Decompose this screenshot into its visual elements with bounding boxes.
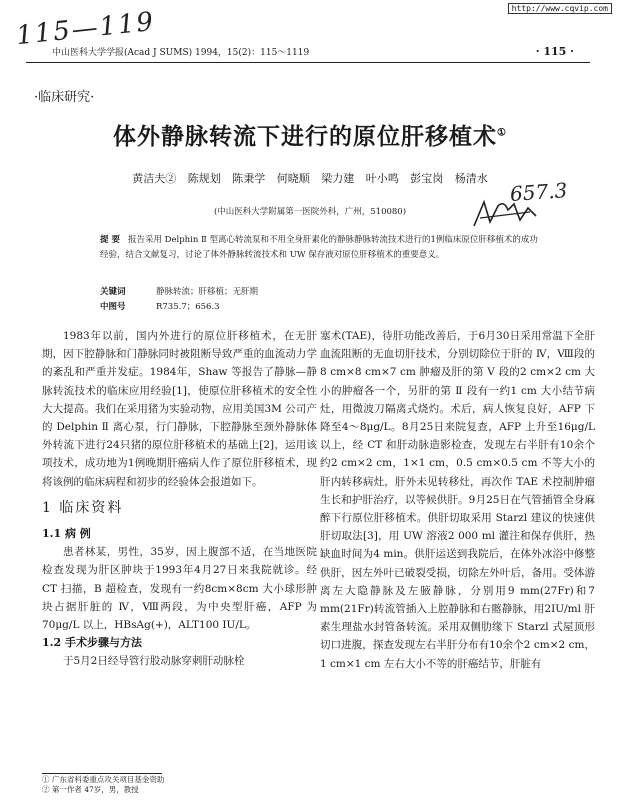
heading-case: 1.1 病 例	[42, 527, 91, 541]
classification-row	[100, 300, 258, 315]
abstract-label: 提 要	[100, 235, 120, 245]
right-column	[320, 327, 595, 673]
article-title	[0, 118, 620, 151]
keywords-label: 关键词	[100, 287, 126, 297]
abstract-text: 报告采用 Delphin Ⅱ 型离心转流泵和不用全身肝素化的静脉静脉转流技术进行的1例临床原位肝移植术的成功经验，结合文献复习，讨论了体外静脉转流技术和 UW 保存液对原位肝移植术的重要意义。	[100, 235, 538, 260]
title-text: 体外静脉转流下进行的原位肝移植术	[113, 123, 498, 150]
abstract	[100, 233, 545, 263]
continued-paragraph: 塞术(TAE)，待肝功能改善后，于6月30日采用常温下全肝血流阻断的无血切肝技术，分别切除位于肝的 Ⅳ，Ⅷ段的8 cm×8 cm×7 cm 肿瘤及肝的第 Ⅴ 段的2 cm×2 cm 大小的肿瘤各一个，另肝的第 Ⅱ 段有一约1 cm 大小结节病灶，用微波刀隔离式烧灼。术后，病人恢复良好，AFP 下降至4～8μg/L。8月25日来院复查，AFP 上升至16μg/L 以上，经 CT 和肝动脉造影检查，发现左右半肝有10余个约2 cm×2 cm，1×1 cm，0.5 cm×0.5 cm 不等大小的肝内转移病灶，肝外未见转移灶，再次作 TAE 术控制肿瘤生长和护肝治疗，以等候供肝。9月25日在气管插管全身麻醉下行原位肝移植术。供肝切取采用 Starzl 建议的快速供肝切取法[3]，用 UW 溶液2 000 ml 灌注和保存供肝，热缺血时间为4 min。供肝运送到我院后，在体外冰浴中修整供肝，因左外叶已破裂受损，切除左外叶后，备用。受体游离左大隐静脉及左腋静脉，分别用9 mm(27Fr)和7 mm(21Fr)转流管插入上腔静脉和右髂静脉，用2IU/ml 肝素生理盐水封管备转流。采用双侧肋缘下 Starzl 式屋顶形切口进腹，探查发现左右半肝分布有10余个2 cm×2 cm，1 cm×1 cm 左右大小不等的肝癌结节，肝脏有	[320, 330, 595, 670]
footnotes	[42, 775, 164, 795]
affiliation: (中山医科大学附属第一医院外科，广州，510080)	[213, 207, 407, 217]
keywords-block	[100, 285, 258, 315]
intro-paragraph: 1983年以前，国内外进行的原位肝移植术，在无肝期，因下腔静脉和门静脉同时被阻断导致严重的血流动力学的紊乱和严重并发症。1984年，Shaw 等报告了静脉—静脉转流技术的临床应用经验[1]，使原位肝移植术的安全性大大提高。我们在采用猪为实验动物，应用美国3M 公司产的 Delphin Ⅱ 离心泵，行门静脉，下腔静脉至颈外静脉体外转流下进行24只猪的原位肝移植术的基础上[2]，运用该项技术，成功地为1例晚期肝癌病人作了原位肝移植术，现将该例的临床病程和初步的经验体会报道如下。	[42, 330, 317, 488]
handwritten-page-range: 115—119	[14, 6, 157, 52]
title-footnote-mark: ①	[497, 127, 507, 139]
heading-clinical-data: 1 临床资料	[42, 499, 124, 516]
method-paragraph: 于5月2日经导管行股动脉穿刺肝动脉栓	[63, 655, 245, 668]
handwritten-number: 657.3	[509, 178, 569, 206]
keywords-row	[100, 285, 258, 300]
footnote-rule	[42, 773, 162, 774]
left-column	[42, 327, 317, 671]
footnote-1: ① 广东省科委重点攻关项目基金资助	[42, 775, 165, 784]
classification-text: R735.7；656.3	[156, 302, 220, 312]
footnote-2: ② 第一作者 47岁，男，教授	[42, 785, 139, 794]
journal-citation: 中山医科大学学报(Acad J SUMS) 1994，15(2)：115～1119	[52, 48, 310, 58]
url-stamp[interactable]: http://www.cqvip.com	[508, 3, 612, 14]
header-rule	[26, 62, 590, 63]
author-list: 黄洁夫② 陈规划 陈秉学 何晓顺 梁力建 叶小鸣 彭宝岗 杨清水	[132, 172, 488, 185]
section-label: ·临床研究·	[34, 90, 95, 105]
keywords-text: 静脉转流；肝移植；无肝期	[156, 287, 259, 297]
heading-method: 1.2 手术步骤与方法	[42, 636, 142, 650]
case-paragraph: 患者林某，男性，35岁，因上腹部不适，在当地医院检查发现为肝区肿块于1993年4月27日来我院就诊。经 CT 扫描，B 超检查，发现有一约8cm×8cm 大小球形肿块占据肝脏的 Ⅳ，Ⅷ两段，为中央型肝癌，AFP 为70μg/L 以上，HBsAg(+)，ALT100 IU/L。	[42, 546, 317, 632]
page-number: · 115 ·	[535, 45, 574, 58]
running-head	[26, 45, 594, 61]
classification-label: 中图号	[100, 302, 126, 312]
